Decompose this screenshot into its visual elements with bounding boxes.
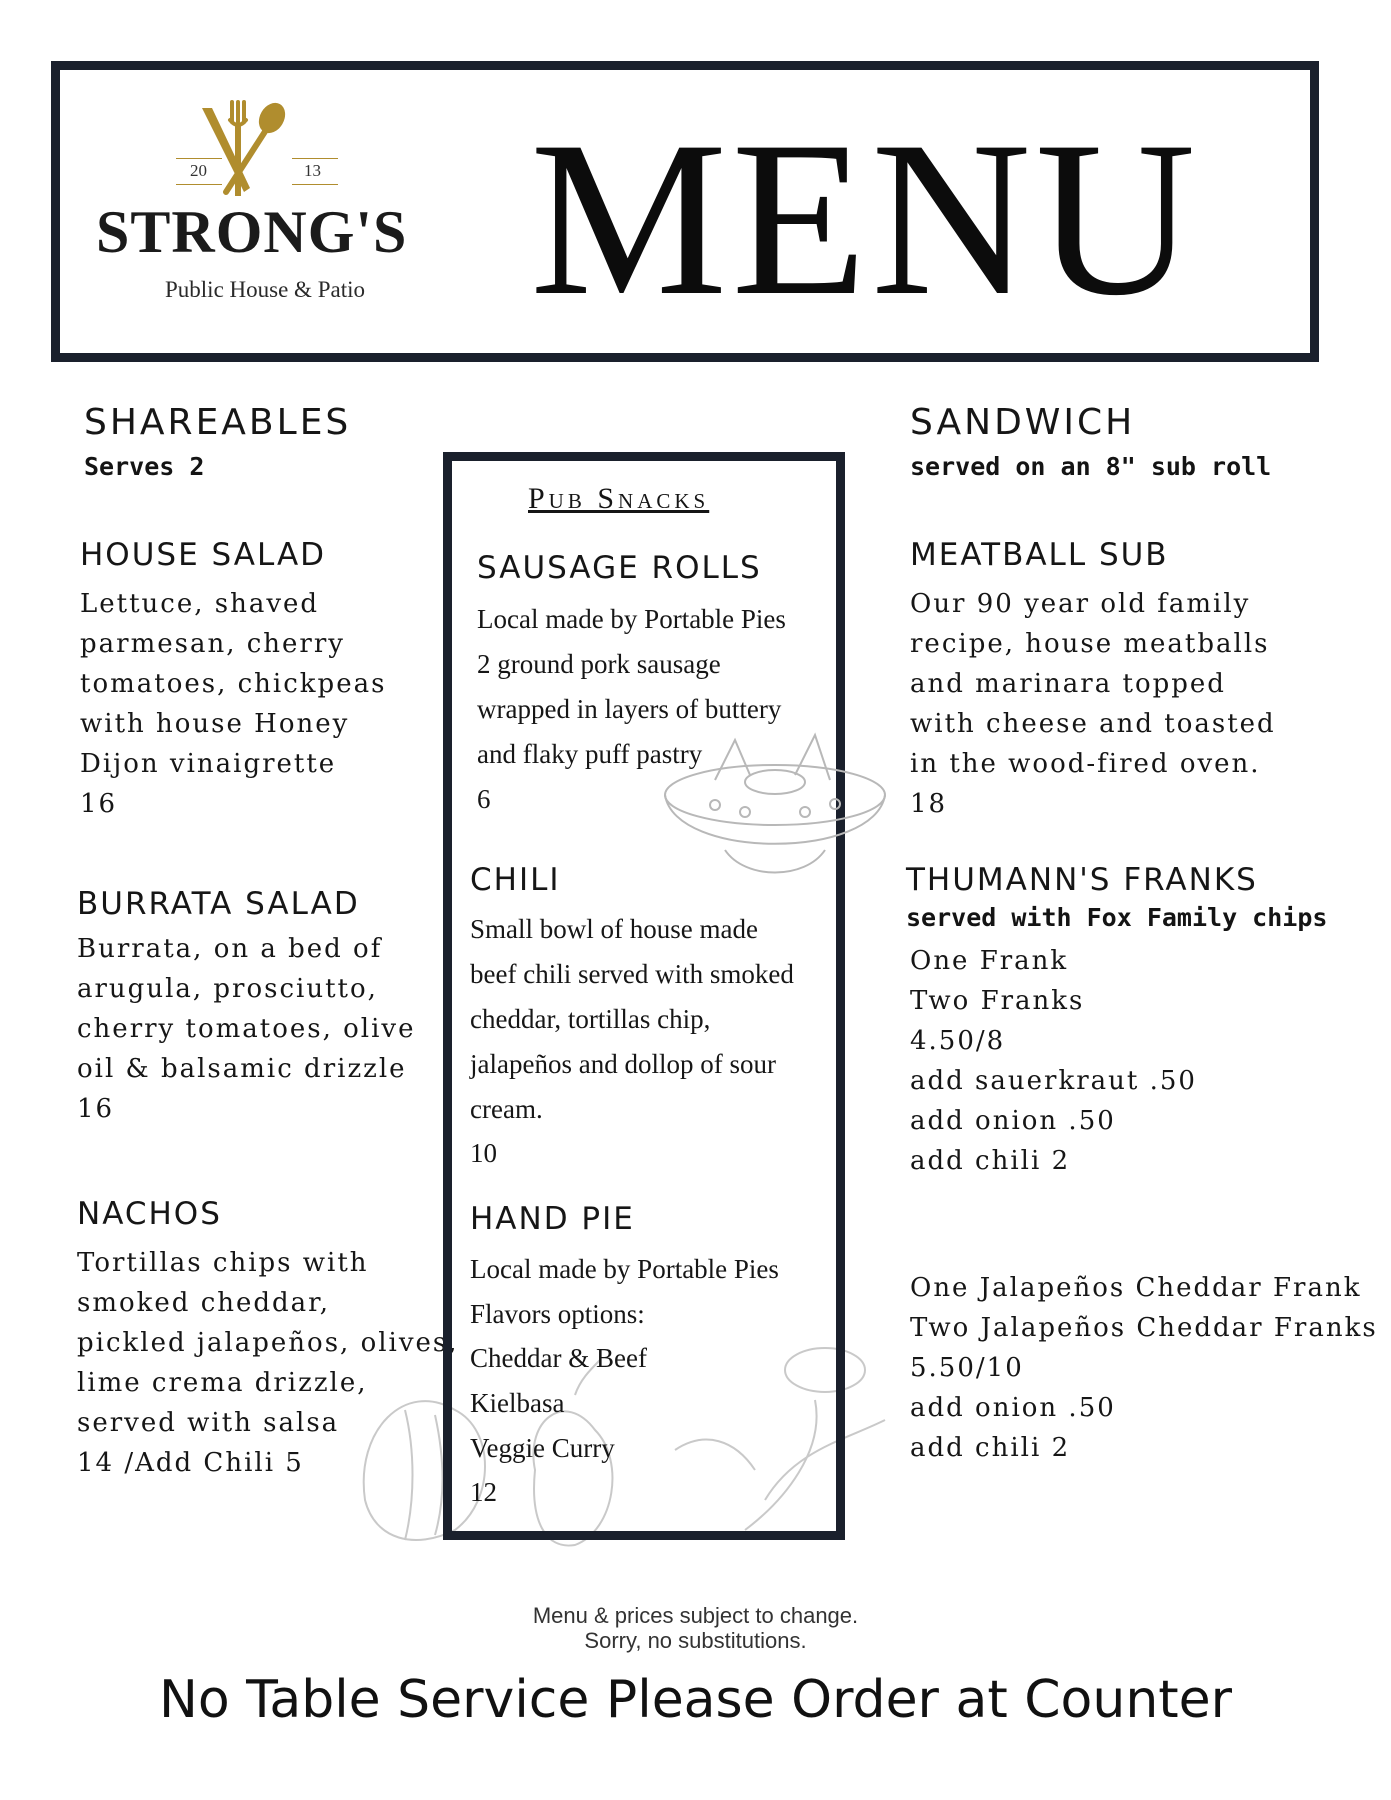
- item-line: cheddar, tortillas chip,: [470, 1004, 711, 1034]
- footer-note-prices: Menu & prices subject to change.: [532, 1603, 859, 1628]
- menu-title: MENU: [530, 96, 1200, 342]
- item-line: Flavors options:: [470, 1299, 645, 1329]
- logo-rule-left-bottom: [176, 184, 222, 185]
- item-line: served with salsa: [77, 1408, 340, 1438]
- item-price: 18: [910, 789, 948, 819]
- item-line: lime crema drizzle,: [77, 1368, 368, 1398]
- item-price: 16: [77, 1094, 115, 1124]
- item-line: smoked cheddar,: [77, 1288, 331, 1318]
- item-line: One Frank: [910, 946, 1069, 976]
- item-line: add chili 2: [910, 1433, 1071, 1463]
- item-subtitle-franks: served with Fox Family chips: [906, 903, 1328, 932]
- item-title-nachos: NACHOS: [77, 1196, 222, 1232]
- section-subheading-sandwich: served on an 8" sub roll: [910, 452, 1272, 481]
- item-line: add onion .50: [910, 1393, 1116, 1423]
- item-title-sausage-rolls: SAUSAGE ROLLS: [477, 550, 762, 586]
- item-line: beef chili served with smoked: [470, 959, 794, 989]
- section-heading-pub-snacks: Pub Snacks: [528, 482, 710, 515]
- item-line: and flaky puff pastry: [477, 739, 703, 769]
- item-title-house-salad: HOUSE SALAD: [80, 537, 327, 573]
- item-title-burrata-salad: BURRATA SALAD: [77, 886, 360, 922]
- logo-year-left: 20: [190, 161, 207, 180]
- item-line: and marinara topped: [910, 669, 1226, 699]
- item-line: 2 ground pork sausage: [477, 649, 721, 679]
- logo-subtitle: Public House & Patio: [165, 277, 365, 302]
- item-line: jalapeños and dollop of sour: [470, 1049, 776, 1079]
- item-line: Lettuce, shaved: [80, 589, 320, 619]
- item-title-hand-pie: HAND PIE: [470, 1201, 635, 1237]
- item-line: Our 90 year old family: [910, 589, 1251, 619]
- item-price: 14 /Add Chili 5: [77, 1448, 304, 1478]
- item-line: Small bowl of house made: [470, 914, 758, 944]
- item-title-chili: CHILI: [470, 862, 561, 898]
- item-line: with cheese and toasted: [910, 709, 1276, 739]
- section-heading-sandwich: SANDWICH: [910, 402, 1136, 443]
- fork-knife-spoon-icon: [190, 100, 300, 200]
- item-price: 10: [470, 1138, 497, 1168]
- item-line: pickled jalapeños, olives,: [77, 1328, 459, 1358]
- logo-rule-left: [176, 158, 222, 159]
- item-line: recipe, house meatballs: [910, 629, 1270, 659]
- item-line: wrapped in layers of buttery: [477, 694, 782, 724]
- item-line: Kielbasa: [470, 1388, 565, 1418]
- section-subheading-shareables: Serves 2: [84, 452, 205, 481]
- item-line: Tortillas chips with: [77, 1248, 369, 1278]
- item-price: 6: [477, 784, 491, 814]
- item-line: with house Honey: [80, 709, 350, 739]
- item-line: Veggie Curry: [470, 1433, 615, 1463]
- item-line: parmesan, cherry: [80, 629, 345, 659]
- item-line: arugula, prosciutto,: [77, 974, 378, 1004]
- item-line: Cheddar & Beef: [470, 1343, 647, 1373]
- item-title-thumanns-franks: THUMANN'S FRANKS: [906, 862, 1258, 898]
- item-line: cream.: [470, 1094, 543, 1124]
- restaurant-logo: [70, 100, 420, 310]
- item-price: 5.50/10: [910, 1353, 1024, 1383]
- item-line: add chili 2: [910, 1146, 1071, 1176]
- item-line: cherry tomatoes, olive: [77, 1014, 416, 1044]
- item-line: Two Jalapeños Cheddar Franks: [910, 1313, 1378, 1343]
- item-line: Local made by Portable Pies: [477, 604, 786, 634]
- logo-name: STRONG'S: [96, 199, 408, 265]
- logo-rule-right: [292, 158, 338, 159]
- item-line: add onion .50: [910, 1106, 1116, 1136]
- item-price: 16: [80, 789, 118, 819]
- item-line: tomatoes, chickpeas: [80, 669, 387, 699]
- item-price: 12: [470, 1477, 497, 1507]
- logo-rule-right-bottom: [292, 184, 338, 185]
- item-line: add sauerkraut .50: [910, 1066, 1197, 1096]
- logo-year-right: 13: [304, 161, 321, 180]
- item-line: Dijon vinaigrette: [80, 749, 337, 779]
- item-title-meatball-sub: MEATBALL SUB: [910, 537, 1169, 573]
- item-line: in the wood-fired oven.: [910, 749, 1261, 779]
- counter-service-notice: No Table Service Please Order at Counter: [158, 1670, 1233, 1730]
- item-price: 4.50/8: [910, 1026, 1006, 1056]
- item-line: oil & balsamic drizzle: [77, 1054, 407, 1084]
- item-line: Two Franks: [910, 986, 1085, 1016]
- item-line: Local made by Portable Pies: [470, 1254, 779, 1284]
- section-heading-shareables: SHAREABLES: [84, 402, 352, 443]
- item-line: One Jalapeños Cheddar Frank: [910, 1273, 1362, 1303]
- footer-note-substitutions: Sorry, no substitutions.: [584, 1628, 807, 1653]
- item-line: Burrata, on a bed of: [77, 934, 383, 964]
